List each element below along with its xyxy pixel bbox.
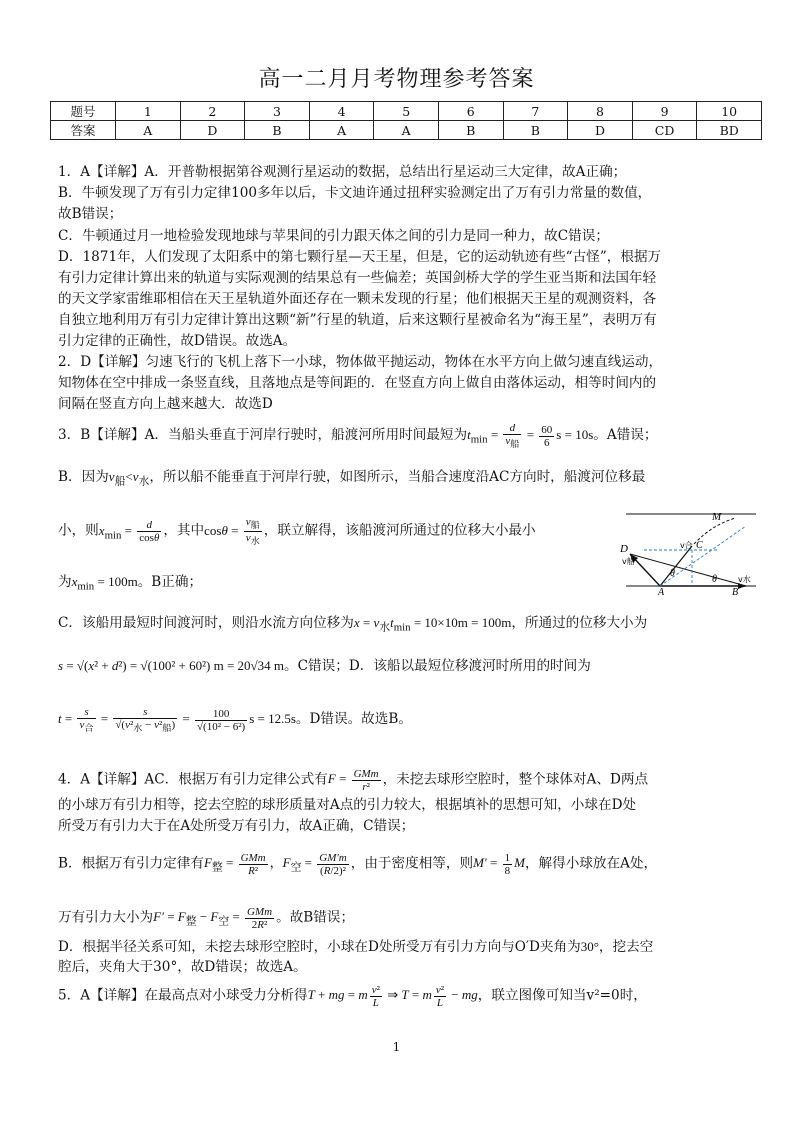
- table-cell: A: [374, 121, 439, 140]
- q3-line: [58, 706, 758, 734]
- q3-text: 。B正确；: [137, 574, 203, 590]
- q1-line: B．牛顿发现了万有引力定律100多年以后，卡文迪许通过扭秤实验测定出了万有引力常量的数值，: [58, 185, 652, 201]
- q3-line: [58, 422, 758, 451]
- formula-s: s = √(x² + d²) = √(100² + 60²) m = 20√34 m: [58, 658, 285, 673]
- table-cell: B: [438, 121, 503, 140]
- table-cell: 8: [568, 102, 633, 121]
- formula-t: t = $\frac{s}{v_合}$ = $\frac{s}{√(v^2_水 - v^2_船)}$ = $\frac{100}{\text{√(10² − 6²)}}$ s = 12.5s: [58, 706, 296, 734]
- formula-f-net: $F' = F_整 - F_空$ = $\frac{\text{GMm}}{\text{2R²}}$: [153, 906, 273, 931]
- q3-text: 。D错误。故选B。: [295, 711, 412, 728]
- q1-line: 故B错误；: [58, 206, 123, 222]
- label-v-water: v水: [738, 575, 751, 584]
- formula-angle: 30°: [580, 939, 599, 954]
- q3-line: [58, 571, 603, 598]
- table-cell: 6: [438, 102, 503, 121]
- q1-line: 引力定律的正确性，故D错误。故选A。: [58, 333, 297, 349]
- table-cell: 4: [309, 102, 374, 121]
- q2-line: 间隔在竖直方向上越来越大．故选D: [58, 396, 273, 412]
- q2-line: 知物体在空中排成一条竖直线，且落地点是等间距的．在竖直方向上做自由落体运动，相等时间内的: [58, 375, 657, 391]
- q3-line: [58, 612, 758, 639]
- q5-line: [58, 984, 758, 1009]
- table-cell: 9: [632, 102, 697, 121]
- label-B: B: [732, 587, 739, 596]
- formula-cos: cosθ = $\frac{v_船}{v_水}$: [204, 516, 260, 547]
- table-cell: D: [568, 121, 633, 140]
- q1-line: 自独立地利用万有引力定律计算出这颗“新”行星的轨道，后来这颗行星被命名为“海王星”，表明万有: [58, 312, 657, 328]
- q4-text: B．根据万有引力定律有: [58, 855, 204, 872]
- label-theta: θ: [670, 568, 675, 579]
- q3-text: C．该船用最短时间渡河时，则沿水流方向位移为: [58, 615, 354, 631]
- q3-text: ，其中: [163, 522, 205, 539]
- label-v-combined: v合: [680, 541, 693, 550]
- formula-mass-ratio: M′ = $\frac{1}{8}$ M: [473, 852, 525, 877]
- q3-text: ，所通过的位移大小为: [511, 615, 648, 631]
- q3-text: 小，则: [58, 522, 99, 539]
- label-v-boat: v船: [622, 557, 635, 566]
- river-crossing-diagram: [608, 506, 760, 596]
- answer-table: [50, 101, 762, 140]
- table-cell: CD: [632, 121, 697, 140]
- q4-text: 万有引力大小为: [58, 909, 154, 926]
- label-A: A: [658, 587, 665, 596]
- q4-line: [58, 936, 758, 958]
- table-cell: B: [503, 121, 568, 140]
- table-row: [51, 102, 762, 121]
- q4-text: ，挖去空: [598, 939, 654, 955]
- table-header-cell: 题号: [51, 102, 116, 121]
- page-title: 高一二月月考物理参考答案: [258, 67, 535, 92]
- q3-text: 。A错误；: [593, 427, 658, 444]
- q4-text: ，未挖去球形空腔时，整个球体对A、D两点: [382, 771, 649, 788]
- table-header-cell: 答案: [51, 121, 116, 140]
- q3-text: 。C错误；D．该船以最短位移渡河时所用的时间为: [284, 658, 591, 674]
- formula-tension: T + mg = m $\frac{\text{v²}}{L}$ ⇒ T = m $\frac{\text{v²}}{L}$ − mg: [307, 984, 478, 1009]
- q3-text: ，所以船不能垂直于河岸行驶，如图所示，当船合速度沿AC方向时，船渡河位移最: [149, 469, 646, 485]
- table-cell: A: [309, 121, 374, 140]
- q4-text: 4．A【详解】AC．根据万有引力定律公式有: [58, 771, 328, 788]
- q1-line: C．牛顿通过月一地检验发现地球与苹果间的引力跟天体之间的引力是同一种力，故C错误；: [58, 228, 609, 244]
- table-cell: 10: [697, 102, 762, 121]
- table-cell: 1: [116, 102, 181, 121]
- q4-line: 腔后，夹角大于30°，故D错误；故选A。: [58, 959, 307, 975]
- q4-text: D．根据半径关系可知，未挖去球形空腔时，小球在D处所受万有引力方向与O′D夹角为: [58, 939, 581, 955]
- q1-line: 有引力定律计算出来的轨道与实际观测的结果总有一些偏差；英国剑桥大学的学生亚当斯和法国年轻: [58, 270, 657, 286]
- q4-line: [58, 852, 758, 879]
- formula-x: $x = v_水t_{min} = 10\times 10m = 100m$: [353, 615, 512, 634]
- q2-line: 2．D【详解】匀速飞行的飞机上落下一小球，物体做平抛运动，物体在水平方向上做匀速直线运动，: [58, 354, 663, 370]
- table-cell: D: [180, 121, 245, 140]
- page-number: 1: [392, 1040, 401, 1054]
- q5-text: ，联立图像可知当v²=0时，: [477, 987, 647, 1004]
- q1-line: 1．A【详解】A．开普勒根据第谷观测行星运动的数据，总结出行星运动三大定律，故A正确；: [58, 164, 627, 180]
- vector-v-combined: [660, 546, 692, 586]
- q5-text: 5．A【详解】在最高点对小球受力分析得: [58, 987, 308, 1004]
- q4-text: ，由于密度相等，则: [350, 855, 474, 872]
- q4-line: 的小球万有引力相等，挖去空腔的球形质量对A点的引力较大，根据填补的思想可知，小球在D处: [58, 797, 637, 813]
- q3-line: [58, 466, 758, 493]
- label-C: C: [696, 540, 703, 551]
- q4-line: [58, 768, 758, 793]
- parallelogram-edge: [630, 554, 746, 586]
- table-cell: A: [116, 121, 181, 140]
- q4-line: 所受万有引力大于在A处所受万有引力，故A正确，C错误；: [58, 818, 415, 834]
- q4-line: [58, 906, 758, 933]
- q1-line: D．1871年，人们发现了太阳系中的第七颗行星—天王星，但是，它的运动轨迹有些“古怪”，根据万: [58, 249, 662, 265]
- q4-text: 。故B错误；: [276, 909, 355, 926]
- table-cell: BD: [697, 121, 762, 140]
- q3-text: 为: [58, 574, 72, 590]
- formula-xmin: $x_{min}$ = $\frac{d}{\cos\theta}$: [98, 519, 160, 545]
- label-M: M: [712, 511, 722, 523]
- q3-line: [58, 655, 758, 677]
- q3-text: 3．B【详解】A．当船头垂直于河岸行驶时，船渡河所用时间最短为: [58, 427, 468, 444]
- q3-text: ，联立解得，该船渡河所通过的位移大小最小: [263, 522, 536, 539]
- formula-xmin-value: $x_{min} = 100m$: [71, 574, 138, 593]
- q4-text: ，解得小球放在A处，: [524, 855, 658, 872]
- formula-f-whole: $F_整$ = $\frac{\text{GMm}}{\text{R²}}$ ，$F_空$ = $\frac{GM'm}{\text{(R/2)²}}$: [203, 852, 347, 877]
- q3-line: [58, 516, 603, 547]
- q3-text: B．因为: [58, 469, 109, 485]
- label-theta: θ: [712, 574, 717, 585]
- formula-tmin: $t_{min}$ = $\frac{d}{v_船}$ = $\frac{60}{6}$ s = 10s: [467, 422, 594, 450]
- q1-line: 的天文学家雷维耶相信在天王星轨道外面还存在一颗未发现的行星；他们根据天王星的观测资料，各: [58, 291, 657, 307]
- label-D: D: [620, 543, 628, 555]
- table-cell: 3: [245, 102, 310, 121]
- table-cell: 7: [503, 102, 568, 121]
- table-cell: B: [245, 121, 310, 140]
- formula-gravity: F = $\frac{\text{GMm}}{\text{r²}}$: [327, 768, 379, 793]
- formula-inequality: $v_船<v_水$: [108, 469, 150, 488]
- table-cell: 5: [374, 102, 439, 121]
- table-cell: 2: [180, 102, 245, 121]
- table-row: [51, 121, 762, 140]
